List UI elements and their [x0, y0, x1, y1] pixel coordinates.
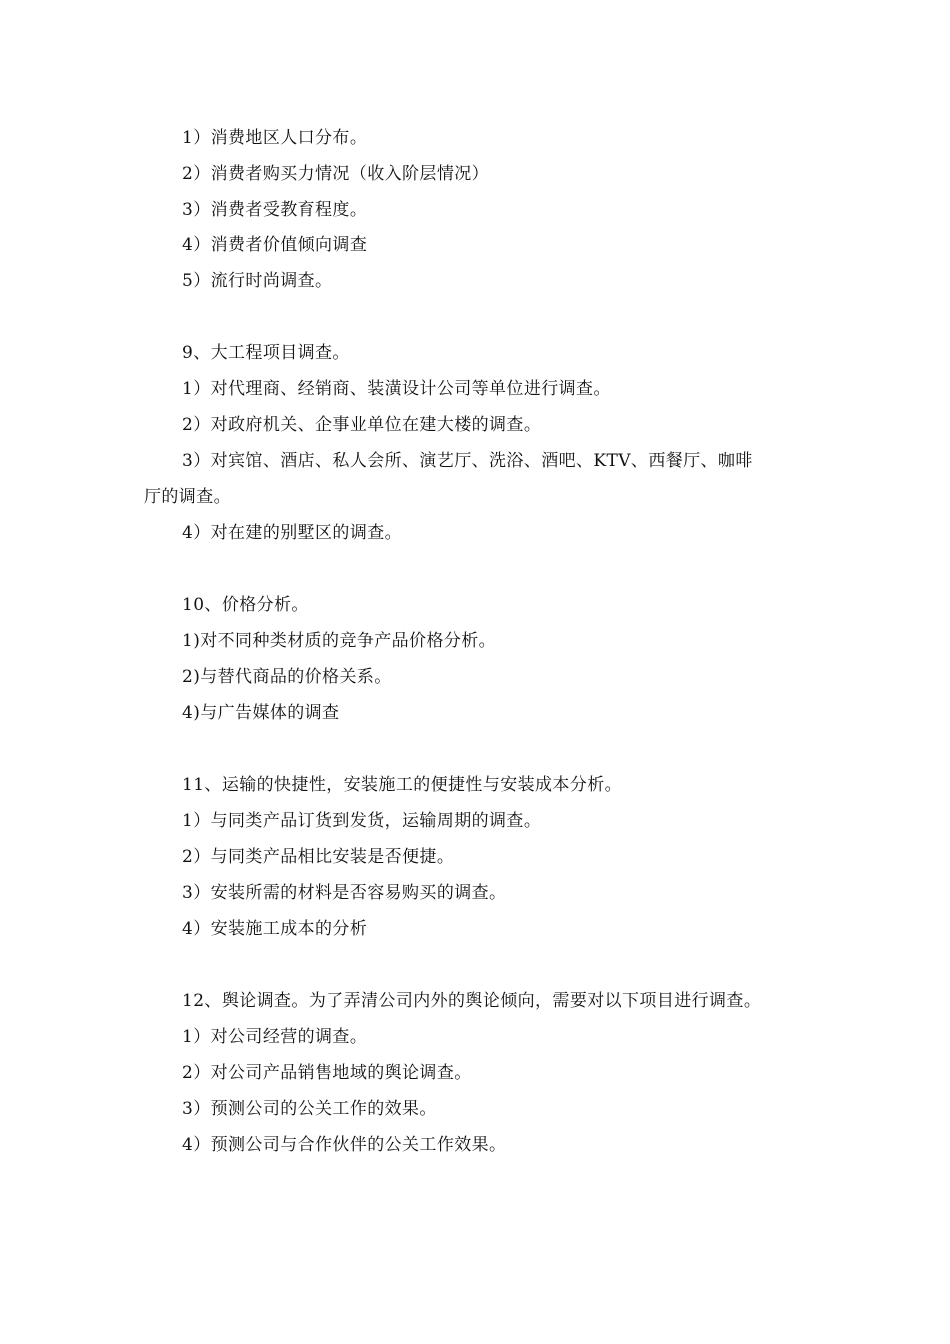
- list-item: 1）与同类产品订货到发货，运输周期的调查。: [182, 811, 542, 831]
- list-item: 1）消费地区人口分布。: [182, 128, 368, 148]
- list-item: 3）预测公司的公关工作的效果。: [182, 1099, 437, 1119]
- list-item: 4）对在建的别墅区的调查。: [182, 523, 403, 543]
- list-item-continuation: 厅的调查。: [144, 487, 231, 507]
- list-item: 2）消费者购买力情况（收入阶层情况）: [182, 164, 490, 184]
- list-item: 4)与广告媒体的调查: [182, 703, 340, 723]
- list-item: 3）对宾馆、酒店、私人会所、演艺厅、洗浴、酒吧、KTV、西餐厅、咖啡: [182, 451, 753, 471]
- section-heading: 12、舆论调查。为了弄清公司内外的舆论倾向，需要对以下项目进行调查。: [182, 991, 762, 1011]
- list-item: 1）对公司经营的调查。: [182, 1027, 368, 1047]
- list-item: 2）与同类产品相比安装是否便捷。: [182, 847, 455, 867]
- list-item: 3）安装所需的材料是否容易购买的调查。: [182, 883, 507, 903]
- list-item: 2）对政府机关、企事业单位在建大楼的调查。: [182, 415, 542, 435]
- list-item: 5）流行时尚调查。: [182, 271, 333, 291]
- list-item: 2）对公司产品销售地域的舆论调查。: [182, 1063, 472, 1083]
- list-item: 1)对不同种类材质的竞争产品价格分析。: [182, 631, 497, 651]
- list-item: 4）预测公司与合作伙伴的公关工作效果。: [182, 1135, 507, 1155]
- section-heading: 9、大工程项目调查。: [182, 343, 350, 363]
- list-item: 3）消费者受教育程度。: [182, 200, 368, 220]
- list-item: 2)与替代商品的价格关系。: [182, 667, 392, 687]
- section-heading: 10、价格分析。: [182, 595, 309, 615]
- section-heading: 11、运输的快捷性，安装施工的便捷性与安装成本分析。: [182, 775, 623, 795]
- list-item: 1）对代理商、经销商、装潢设计公司等单位进行调查。: [182, 379, 611, 399]
- list-item: 4）消费者价值倾向调查: [182, 235, 368, 255]
- list-item: 4）安装施工成本的分析: [182, 919, 368, 939]
